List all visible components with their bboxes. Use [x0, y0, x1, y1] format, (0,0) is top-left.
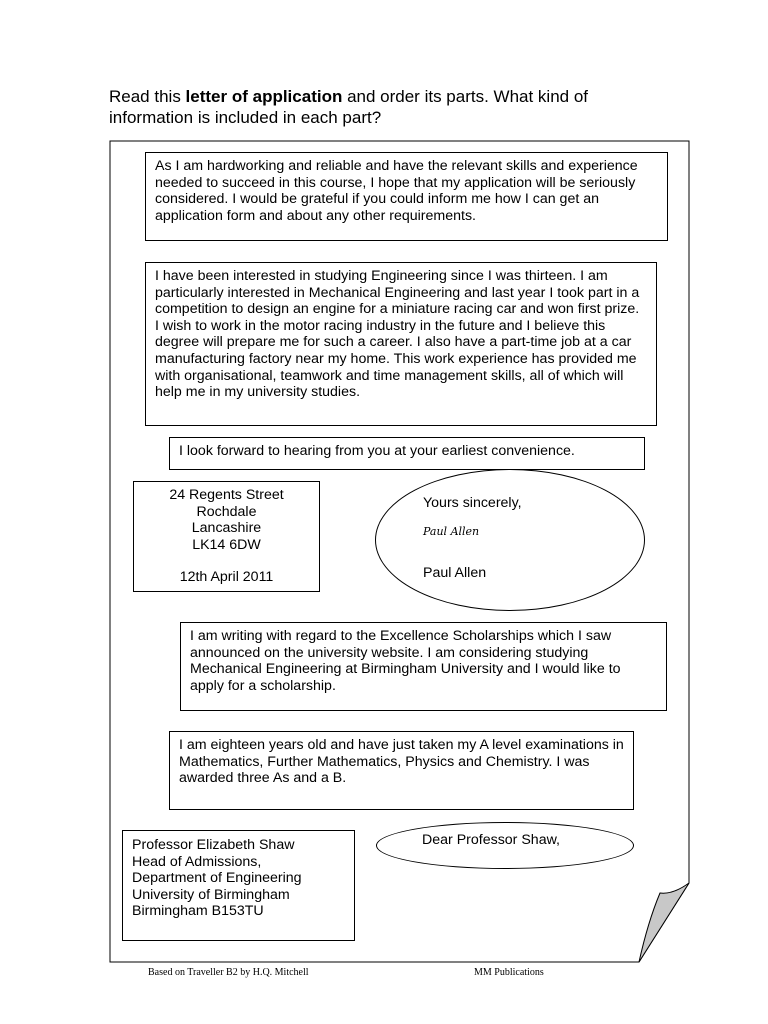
sender-county: Lancashire — [191, 520, 262, 537]
sender-postcode: LK14 6DW — [192, 536, 261, 553]
letter-date: 12th April 2011 — [179, 569, 274, 586]
greeting-text: Dear Professor Shaw, — [422, 832, 560, 848]
qualifications-box — [169, 731, 634, 810]
recipient-title: Head of Admissions, — [132, 853, 262, 870]
look-forward-text: I look forward to hearing from you at your earliest convenience. — [179, 443, 575, 459]
interest-text: I have been interested in studying Engineering since I was thirteen. I am particularly interested in Mechanical Engineering and last year I took part in a competition to design an engine for a miniature racing car and won first prize. I wish to work in the motor racing industry in the future and I believe this degree will prepare me for such a career. I also have a part-time job at a car manufacturing factory near my home. This work experience has provided me with organisational, teamwork and time management skills, all of which will help me in my university studies. — [155, 268, 640, 401]
greeting-oval — [376, 822, 634, 869]
recipient-address-box — [122, 830, 355, 941]
recipient-name: Professor Elizabeth Shaw — [132, 837, 295, 853]
instruction-after: and order its parts. What kind of information is included in each part? — [109, 87, 589, 127]
sender-town: Rochdale — [196, 503, 257, 520]
footer-publisher: MM Publications — [474, 967, 544, 978]
closing-request-box — [145, 152, 668, 241]
recipient-city: Birmingham B153TU — [132, 903, 264, 920]
qualifications-text: I am eighteen years old and have just taken my A level examinations in Mathematics, Further Mathematics, Physics and Chemistry. I was awarded three As and a B. — [179, 737, 624, 787]
closing-request-text: As I am hardworking and reliable and have the relevant skills and experience needed to succeed in this course, I hope that my application will be seriously considered. I would be grateful if you could inform me how I can get an application form and about any other requirements. — [155, 158, 638, 224]
sign-off-oval — [375, 469, 645, 611]
instruction-bold: letter of application — [185, 87, 343, 106]
purpose-box — [180, 622, 667, 711]
purpose-text: I am writing with regard to the Excellence Scholarships which I saw announced on the university website. I am considering studying Mechanical Engineering at Birmingham University and I would like to apply for a scholarship. — [190, 628, 621, 694]
footer-credit: Based on Traveller B2 by H.Q. Mitchell — [148, 967, 309, 978]
sender-name: Paul Allen — [423, 565, 487, 581]
sender-street: 24 Regents Street — [169, 487, 284, 503]
look-forward-box — [169, 437, 645, 470]
instruction-before: Read this — [109, 87, 186, 106]
recipient-department: Department of Engineering — [132, 870, 302, 887]
recipient-university: University of Birmingham — [132, 886, 290, 903]
sender-address-box — [133, 481, 320, 592]
signature: Paul Allen — [423, 525, 480, 538]
interest-box — [145, 262, 657, 426]
closing-phrase: Yours sincerely, — [423, 495, 522, 511]
